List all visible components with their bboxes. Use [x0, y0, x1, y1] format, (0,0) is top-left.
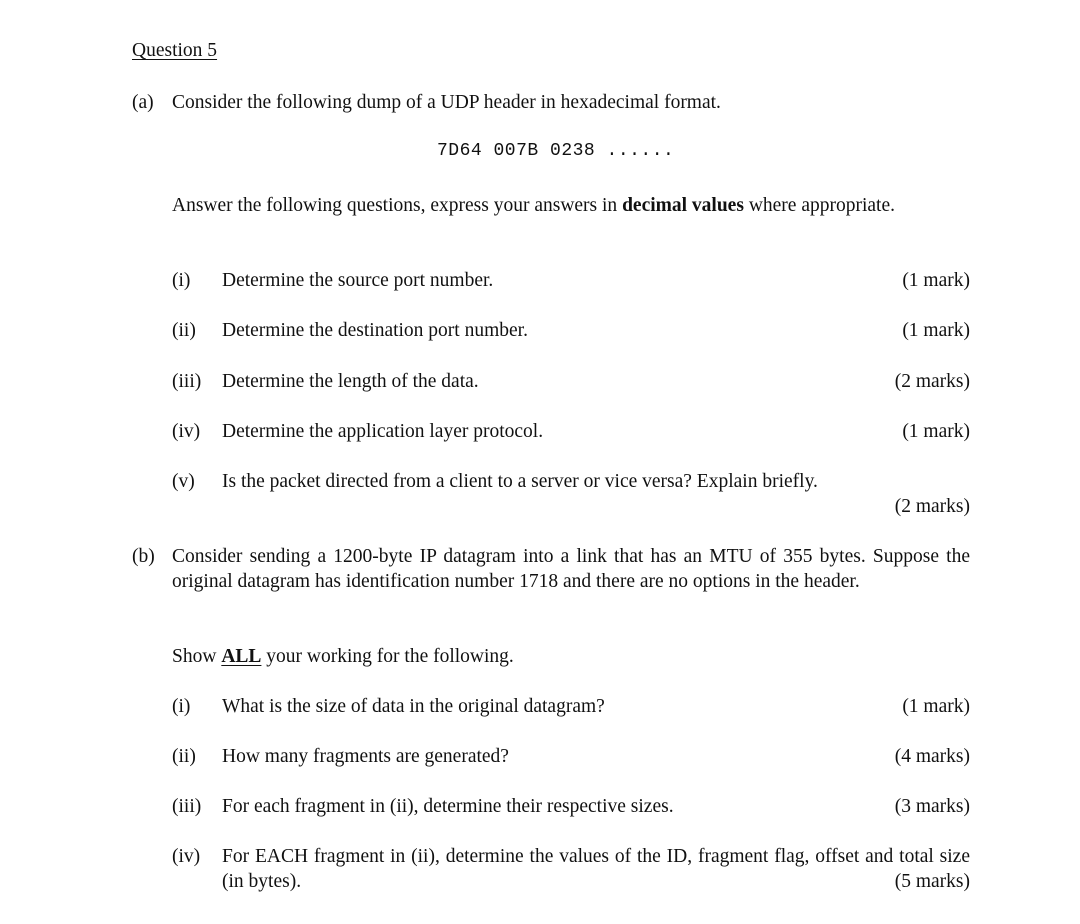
part-a-intro: Consider the following dump of a UDP header in hexadecimal format.: [172, 92, 721, 113]
a-item-5-text: Is the packet directed from a client to a server or vice versa? Explain briefly.: [222, 471, 818, 492]
part-a-instruction: [172, 193, 970, 218]
instruction-text-start: Answer the following questions, express your answers in: [172, 195, 623, 216]
show-text-end: your working for the following.: [261, 646, 514, 667]
b-item-2-marks: (4 marks): [894, 746, 970, 767]
question-title: Question 5: [132, 40, 218, 61]
a-item-5-num: (v): [172, 471, 195, 492]
a-item-5-marks: (2 marks): [894, 496, 970, 517]
a-item-4-num: (iv): [172, 421, 201, 442]
a-item-3-num: (iii): [172, 371, 202, 392]
b-item-2-num: (ii): [172, 746, 196, 767]
b-item-2-text: How many fragments are generated?: [222, 746, 509, 767]
b-item-4-text: For EACH fragment in (ii), determine the values of the ID, fragment flag, offset and total size (in bytes).: [222, 846, 970, 892]
a-item-2-num: (ii): [172, 320, 196, 341]
a-item-4-marks: (1 mark): [902, 421, 970, 442]
instruction-emphasis: decimal values: [622, 195, 744, 216]
a-item-2-marks: (1 mark): [902, 320, 970, 341]
show-emphasis: ALL: [221, 646, 262, 667]
b-item-3-marks: (3 marks): [894, 796, 970, 817]
a-item-3-marks: (2 marks): [894, 371, 970, 392]
a-item-3-text: Determine the length of the data.: [222, 371, 479, 392]
b-item-1-marks: (1 mark): [902, 696, 970, 717]
b-item-4-num: (iv): [172, 846, 201, 867]
a-item-4-text: Determine the application layer protocol.: [222, 421, 544, 442]
a-item-1-num: (i): [172, 270, 191, 291]
instruction-text-end: where appropriate.: [743, 195, 895, 216]
b-item-3-num: (iii): [172, 796, 202, 817]
b-item-1-text: What is the size of data in the original datagram?: [222, 696, 605, 717]
part-a-label: (a): [132, 92, 154, 113]
show-text-start: Show: [172, 646, 222, 667]
a-item-1-marks: (1 mark): [902, 270, 970, 291]
b-item-4-marks: (5 marks): [894, 871, 970, 892]
udp-hex-dump: 7D64 007B 0238 ......: [437, 141, 675, 161]
b-item-3-text: For each fragment in (ii), determine their respective sizes.: [222, 796, 674, 817]
part-b-intro: Consider sending a 1200-byte IP datagram into a link that has an MTU of 355 bytes. Suppose the original datagram has identification number 1718 and there are no options in the header.: [172, 546, 970, 592]
part-b-instruction: [172, 644, 514, 669]
a-item-2-text: Determine the destination port number.: [222, 320, 528, 341]
a-item-1-text: Determine the source port number.: [222, 270, 494, 291]
part-b-label: (b): [132, 546, 155, 567]
b-item-1-num: (i): [172, 696, 191, 717]
